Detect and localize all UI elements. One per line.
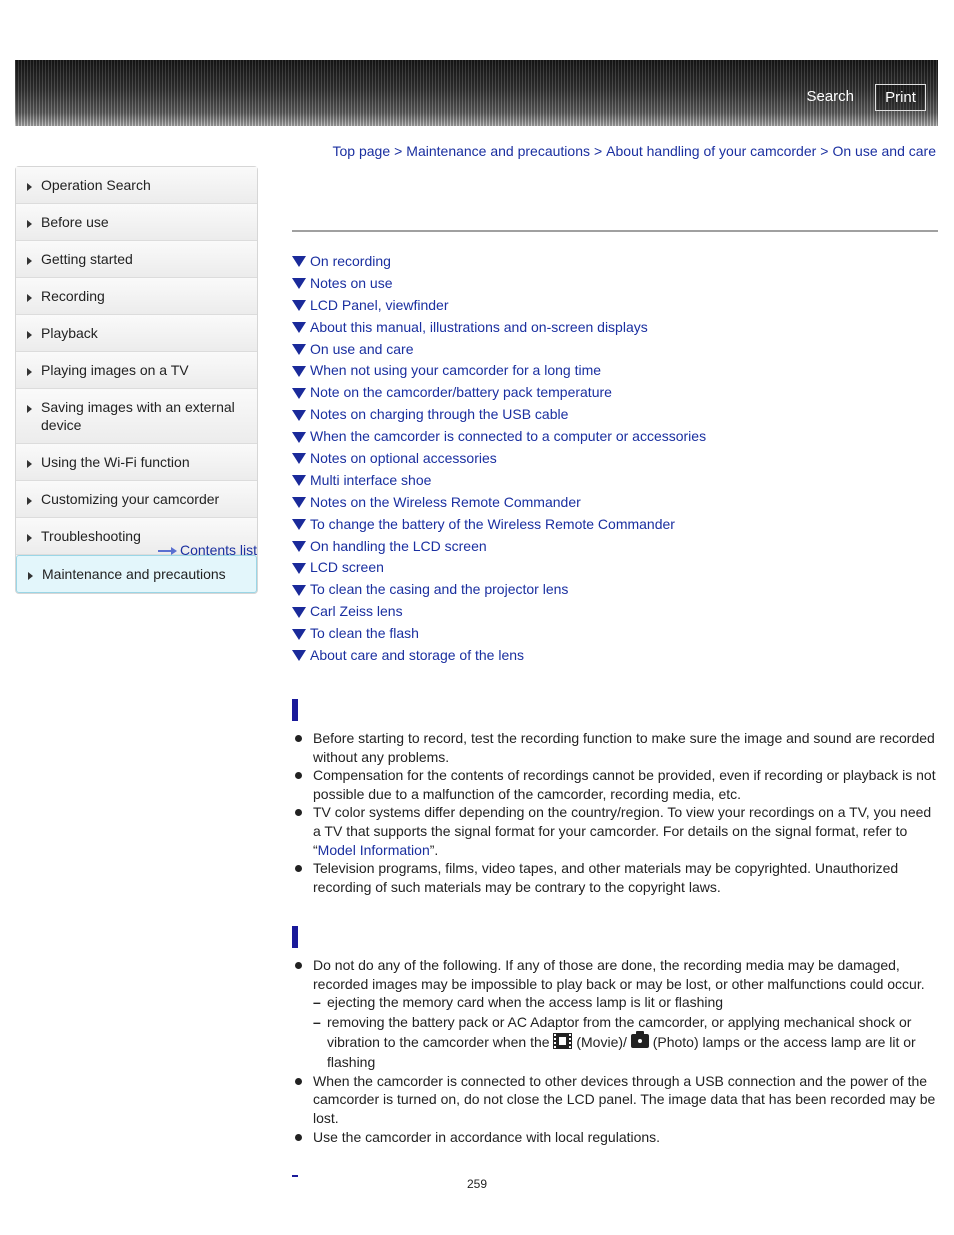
toc-link[interactable]: When the camcorder is connected to a computer or accessories [310, 428, 707, 445]
toc-item[interactable] [292, 425, 706, 447]
breadcrumb-separator: > [820, 143, 829, 159]
caret-right-icon [27, 460, 32, 468]
toc-list [292, 250, 706, 666]
toc-item[interactable] [292, 250, 706, 272]
caret-right-icon [27, 497, 32, 505]
model-information-link[interactable]: Model Information [317, 841, 430, 858]
toc-link[interactable]: Notes on optional accessories [310, 449, 497, 466]
toc-item[interactable] [292, 513, 706, 535]
section-on-recording [292, 729, 938, 896]
list-item: Television programs, films, video tapes, and other materials may be copyrighted. Unauthorized recording of such materials may be contrary to the copyright laws. [292, 859, 938, 896]
triangle-down-icon [292, 256, 306, 267]
sidebar-item-label: Playback [41, 325, 98, 341]
toc-item[interactable] [292, 316, 706, 338]
sidebar-item-label: Operation Search [41, 177, 151, 193]
list-item: Use the camcorder in accordance with local regulations. [292, 1128, 938, 1147]
toc-item[interactable] [292, 359, 706, 381]
caret-right-icon [27, 257, 32, 265]
breadcrumb-maintenance[interactable]: Maintenance and precautions [406, 143, 590, 159]
triangle-down-icon [292, 650, 306, 661]
toc-link[interactable]: Notes on use [310, 274, 393, 291]
list-item: Compensation for the contents of recordings cannot be provided, even if recording or playback is not possible due to a malfunction of the camcorder, recording media, etc. [292, 766, 938, 803]
triangle-down-icon [292, 585, 306, 596]
toc-link[interactable]: When not using your camcorder for a long time [310, 362, 602, 379]
triangle-down-icon [292, 432, 306, 443]
sidebar-item-label: Customizing your camcorder [41, 491, 220, 507]
toc-link[interactable]: About care and storage of the lens [310, 646, 525, 663]
toc-link[interactable]: Notes on charging through the USB cable [310, 406, 569, 423]
toc-item[interactable] [292, 381, 706, 403]
triangle-down-icon [292, 410, 306, 421]
breadcrumb-separator: > [394, 143, 403, 159]
sidebar-item-label: Before use [41, 214, 109, 230]
triangle-down-icon [292, 629, 306, 640]
sidebar-item-before-use[interactable] [16, 204, 257, 241]
section-notes-on-use [292, 956, 938, 1146]
caret-right-icon [27, 534, 32, 542]
triangle-down-icon [292, 563, 306, 574]
toc-item[interactable] [292, 556, 706, 578]
triangle-down-icon [292, 541, 306, 552]
list-item-text: (Movie)/ [576, 1033, 627, 1050]
toc-link[interactable]: Note on the camcorder/battery pack temperature [310, 384, 612, 401]
sidebar-item-label: Getting started [41, 251, 133, 267]
sidebar-item-label: Maintenance and precautions [42, 566, 226, 582]
sidebar-item-recording[interactable] [16, 278, 257, 315]
search-link[interactable]: Search [806, 88, 854, 105]
toc-link[interactable]: Carl Zeiss lens [310, 603, 403, 620]
breadcrumb-separator: > [593, 143, 603, 159]
title-divider [292, 230, 938, 232]
sidebar-item-label: Playing images on a TV [41, 362, 189, 378]
toc-link[interactable]: To clean the casing and the projector lens [310, 581, 569, 598]
list-item [292, 803, 938, 859]
toc-link[interactable]: To change the battery of the Wireless Remote Commander [310, 515, 675, 532]
caret-right-icon [27, 294, 32, 302]
sidebar-item-customizing[interactable] [16, 481, 257, 518]
list-subitem [292, 1012, 938, 1072]
caret-right-icon [27, 331, 32, 339]
triangle-down-icon [292, 475, 306, 486]
list-item-text: removing the battery pack or AC Adaptor from the camcorder, or applying mechanical shock or vibration to the camcorder when the [327, 1013, 912, 1050]
caret-right-icon [27, 405, 32, 413]
triangle-down-icon [292, 497, 306, 508]
sidebar-item-label: Recording [41, 288, 105, 304]
toc-link[interactable]: On use and care [310, 340, 414, 357]
triangle-down-icon [292, 322, 306, 333]
toc-item[interactable] [292, 600, 706, 622]
section-heading-marker [292, 699, 298, 721]
toc-item[interactable] [292, 535, 706, 557]
sidebar-item-playback[interactable] [16, 315, 257, 352]
caret-right-icon [27, 220, 32, 228]
print-button[interactable]: Print [875, 84, 926, 111]
caret-right-icon [27, 183, 32, 191]
sidebar-item-label: Troubleshooting [41, 528, 141, 544]
toc-link[interactable]: On handling the LCD screen [310, 537, 487, 554]
arrow-right-icon [158, 547, 178, 555]
toc-link[interactable]: LCD Panel, viewfinder [310, 296, 449, 313]
toc-item[interactable] [292, 469, 706, 491]
sidebar-nav [15, 166, 258, 594]
section-heading-marker [292, 926, 298, 948]
toc-link[interactable]: On recording [310, 252, 391, 269]
toc-item[interactable] [292, 622, 706, 644]
sidebar-item-label: Saving images with an external device [41, 399, 235, 433]
list-item: Before starting to record, test the recording function to make sure the image and sound are recorded without any problems. [292, 729, 938, 766]
toc-link[interactable]: To clean the flash [310, 625, 419, 642]
toc-item[interactable] [292, 294, 706, 316]
triangle-down-icon [292, 453, 306, 464]
list-item-text: ”. [429, 841, 439, 858]
triangle-down-icon [292, 344, 306, 355]
toc-item[interactable] [292, 338, 706, 360]
sidebar-item-playing-on-tv[interactable] [16, 352, 257, 389]
toc-item[interactable] [292, 578, 706, 600]
camera-icon [631, 1034, 649, 1048]
toc-link[interactable]: Multi interface shoe [310, 471, 432, 488]
toc-item[interactable] [292, 491, 706, 513]
page-number: 259 [466, 1177, 488, 1191]
header-bar [15, 60, 938, 126]
sidebar-item-maintenance[interactable] [16, 555, 257, 593]
list-item: Do not do any of the following. If any of those are done, the recording media may be damaged, recorded images may be impossible to play back or may be lost, or other malfunctions could occur. [292, 956, 938, 993]
caret-right-icon [27, 368, 32, 376]
toc-link[interactable]: Notes on the Wireless Remote Commander [310, 493, 581, 510]
breadcrumb-about-handling[interactable]: About handling of your camcorder [606, 143, 817, 159]
toc-link[interactable]: LCD screen [310, 559, 384, 576]
sidebar-item-wifi[interactable] [16, 444, 257, 481]
breadcrumb-current[interactable]: On use and care [832, 143, 936, 159]
list-item: When the camcorder is connected to other devices through a USB connection and the power of the camcorder is turned on, do not close the LCD panel. The image data that has been recorded may be lost. [292, 1072, 938, 1128]
sidebar-item-saving-images[interactable] [16, 389, 257, 444]
sidebar-item-label: Using the Wi-Fi function [41, 454, 190, 470]
triangle-down-icon [292, 519, 306, 530]
triangle-down-icon [292, 278, 306, 289]
triangle-down-icon [292, 366, 306, 377]
triangle-down-icon [292, 607, 306, 618]
toc-item[interactable] [292, 644, 706, 666]
caret-right-icon [28, 572, 33, 580]
triangle-down-icon [292, 300, 306, 311]
contents-list-label: Contents list [180, 542, 258, 558]
movie-icon [553, 1033, 572, 1049]
toc-link[interactable]: About this manual, illustrations and on-screen displays [310, 318, 648, 335]
list-item-text: (Photo) lamps or the access lamp are lit or flashing [327, 1033, 916, 1070]
sidebar-item-getting-started[interactable] [16, 241, 257, 278]
sidebar-item-operation-search[interactable] [16, 167, 257, 204]
list-subitem: – ejecting the memory card when the access lamp is lit or flashing [292, 993, 938, 1012]
breadcrumb-top-page[interactable]: Top page [332, 143, 391, 159]
triangle-down-icon [292, 388, 306, 399]
list-item-text: TV color systems differ depending on the country/region. To view your recordings on a TV, you need a TV that supports the signal format for your camcorder. For details on the signal format, refer to “ [313, 804, 932, 858]
toc-item[interactable] [292, 272, 706, 294]
breadcrumb [333, 143, 937, 159]
toc-item[interactable] [292, 447, 706, 469]
toc-item[interactable] [292, 403, 706, 425]
contents-list-link[interactable] [158, 542, 257, 558]
